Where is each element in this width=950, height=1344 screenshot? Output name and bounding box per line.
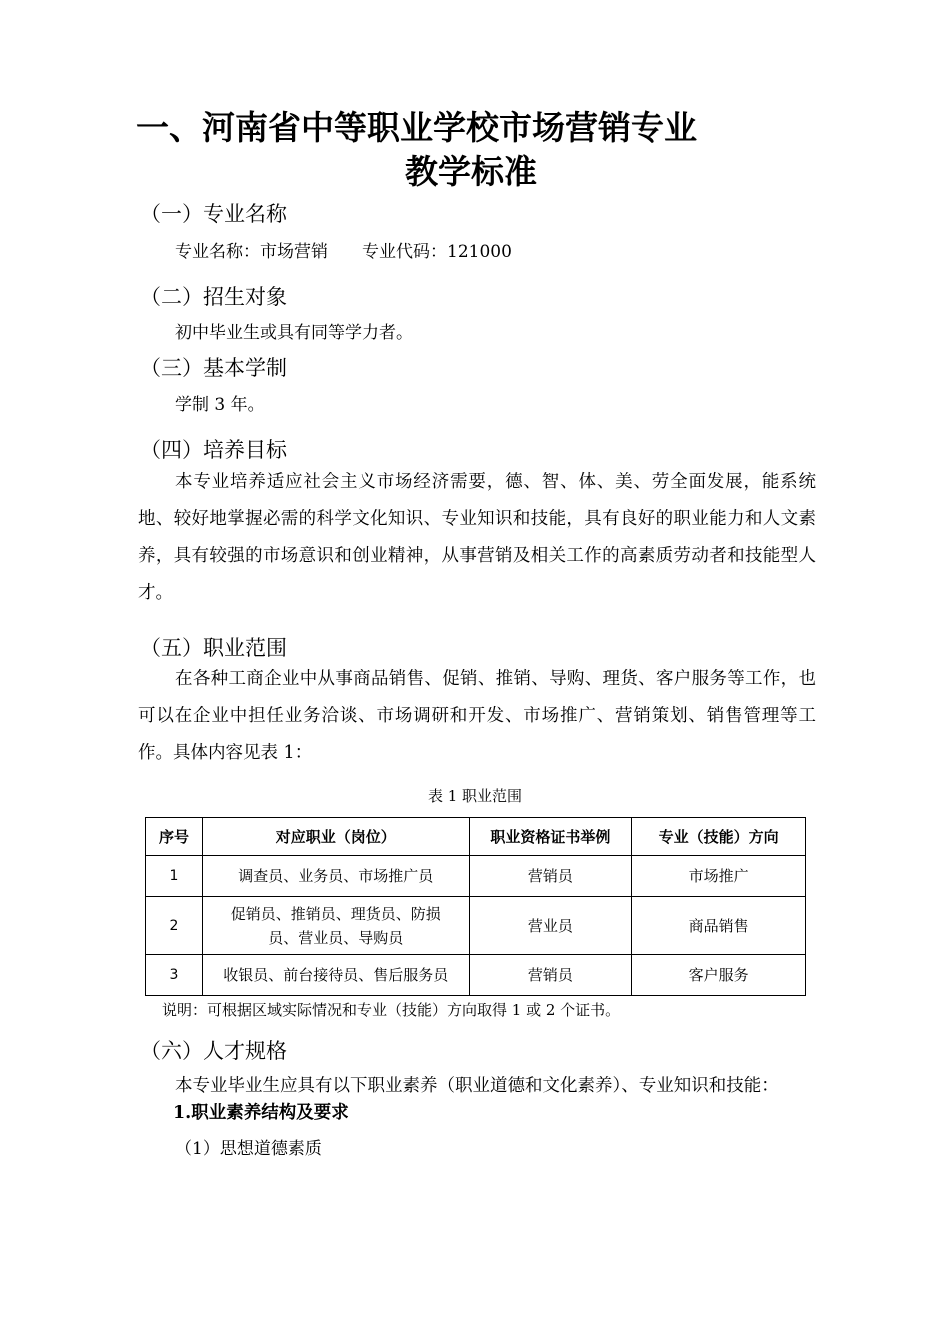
table-note: 说明：可根据区域实际情况和专业（技能）方向取得 1 或 2 个证书。 [162, 1001, 621, 1019]
section-text-1: 专业名称：市场营销 专业代码：121000 [175, 242, 512, 262]
table-cell: 营销员 [469, 955, 632, 996]
table-row [146, 856, 806, 897]
table-cell: 调查员、业务员、市场推广员 [202, 856, 469, 897]
section-heading-5: （五）职业范围 [140, 636, 287, 660]
document-title-line-2: 教学标准 [405, 152, 537, 191]
subsection-heading: 1.职业素养结构及要求 [173, 1103, 349, 1123]
section-heading-1: （一）专业名称 [140, 202, 287, 226]
section-heading-2: （二）招生对象 [140, 285, 287, 309]
table-header-cell: 对应职业（岗位） [202, 818, 469, 856]
table-row [146, 955, 806, 996]
table-cell: 客户服务 [632, 955, 806, 996]
table-cell: 营销员 [469, 856, 632, 897]
table-header-cell: 专业（技能）方向 [632, 818, 806, 856]
subsection-item: （1）思想道德素质 [175, 1139, 322, 1159]
occupation-table [145, 817, 806, 996]
section-text-2: 初中毕业生或具有同等学力者。 [175, 323, 413, 343]
table-header-cell: 职业资格证书举例 [469, 818, 632, 856]
table-cell: 1 [146, 856, 203, 897]
table-cell: 营业员 [469, 897, 632, 955]
table-row [146, 897, 806, 955]
table-caption: 表 1 职业范围 [427, 787, 523, 805]
section-paragraph-5: 在各种工商企业中从事商品销售、促销、推销、导购、理货、客户服务等工作，也可以在企业中担任业务洽谈、市场调研和开发、市场推广、营销策划、销售管理等工作。具体内容见表 1： [138, 669, 816, 763]
table-cell: 2 [146, 897, 203, 955]
table-cell: 商品销售 [632, 897, 806, 955]
table-cell: 3 [146, 955, 203, 996]
section-text-3: 学制 3 年。 [175, 395, 265, 415]
section-text-6: 本专业毕业生应具有以下职业素养（职业道德和文化素养）、专业知识和技能： [175, 1076, 779, 1096]
table-cell: 市场推广 [632, 856, 806, 897]
document-title-line-1: 一、河南省中等职业学校市场营销专业 [136, 108, 697, 147]
section-paragraph-4: 本专业培养适应社会主义市场经济需要，德、智、体、美、劳全面发展，能系统地、较好地掌握必需的科学文化知识、专业知识和技能，具有良好的职业能力和人文素养，具有较强的市场意识和创业精神，从事营销及相关工作的高素质劳动者和技能型人才。 [138, 472, 816, 603]
table-cell: 促销员、推销员、理货员、防损员、营业员、导购员 [202, 897, 469, 955]
section-heading-6: （六）人才规格 [140, 1039, 287, 1063]
section-heading-3: （三）基本学制 [140, 356, 287, 380]
table-cell: 收银员、前台接待员、售后服务员 [202, 955, 469, 996]
section-heading-4: （四）培养目标 [140, 438, 287, 462]
table-header-row [146, 818, 806, 856]
table-header-cell: 序号 [146, 818, 203, 856]
